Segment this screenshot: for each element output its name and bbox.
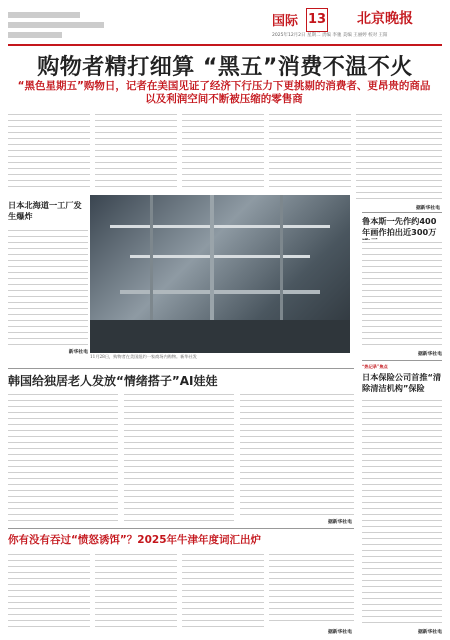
side-story-2-body [362,240,442,350]
lead-subhead: “黑色星期五”购物日，记者在美国见证了经济下行压力下更挑剔的消费者、更昂贵的商品以及利润空间不断被压缩的零售商 [17,80,431,105]
page-number: 13 [306,8,328,32]
korea-body-col-2 [124,392,234,524]
words-body-col-2 [95,552,177,632]
side-story-3-byline: 据新华社电 [418,630,442,635]
side-story-1-title: 日本北海道一工厂发生爆炸 [8,200,82,221]
words-body-col-1 [8,552,90,632]
korea-body-col-1 [8,392,118,524]
lead-body-col-1 [8,112,90,192]
words-headline: 你有没有吞过“愤怒诱饵”？2025年牛津年度词汇出炉 [8,534,262,546]
right-rule-2 [362,360,442,361]
right-rule-1 [362,212,442,213]
newspaper-name: 北京晚报 [332,8,438,30]
lead-body-col-5 [356,112,442,202]
side-story-3-body [362,398,442,628]
lead-byline: 据新华社电 [416,206,440,211]
section-label: 国际 [272,14,299,29]
lead-body-col-3 [182,112,264,192]
lead-body-col-4 [269,112,351,192]
masthead [272,6,442,42]
korea-byline: 据新华社电 [328,520,352,525]
shopping-photo [90,195,350,353]
side-story-1-byline: 新华社电 [68,350,88,355]
side-story-3-title: 日本保险公司首推“清除清洁机构”保险 [362,372,442,393]
korea-headline: 韩国给独居老人发放“情绪搭子”AI娃娃 [8,374,218,388]
side-story-1-body [8,228,88,348]
korea-body-col-3 [240,392,354,518]
photo-caption: 11月28日，购物者在美国纽约一家商场内购物。新华社发 [90,354,197,359]
section-rule-2 [8,528,354,529]
lead-body-col-2 [95,112,177,192]
side-story-2-byline: 据新华社电 [418,352,442,357]
side-story-3-kicker: “热记录”焦点 [362,364,388,369]
side-story-2-title: 鲁本斯一先作约400年画作拍出近300万 [362,216,437,237]
edition-line: 2025年12月2日 星期二 责编 李驰 美编 王丽婷 校对 王阳 [272,33,388,38]
words-byline: 据新华社电 [328,630,352,635]
lead-headline: 购物者精打细算 “黑五”消费不温不火 [37,55,413,80]
words-body-col-3 [182,552,264,632]
header-rule [8,44,442,46]
words-body-col-4 [269,552,354,626]
section-rule-1 [8,368,354,369]
header-ornament [8,8,128,38]
